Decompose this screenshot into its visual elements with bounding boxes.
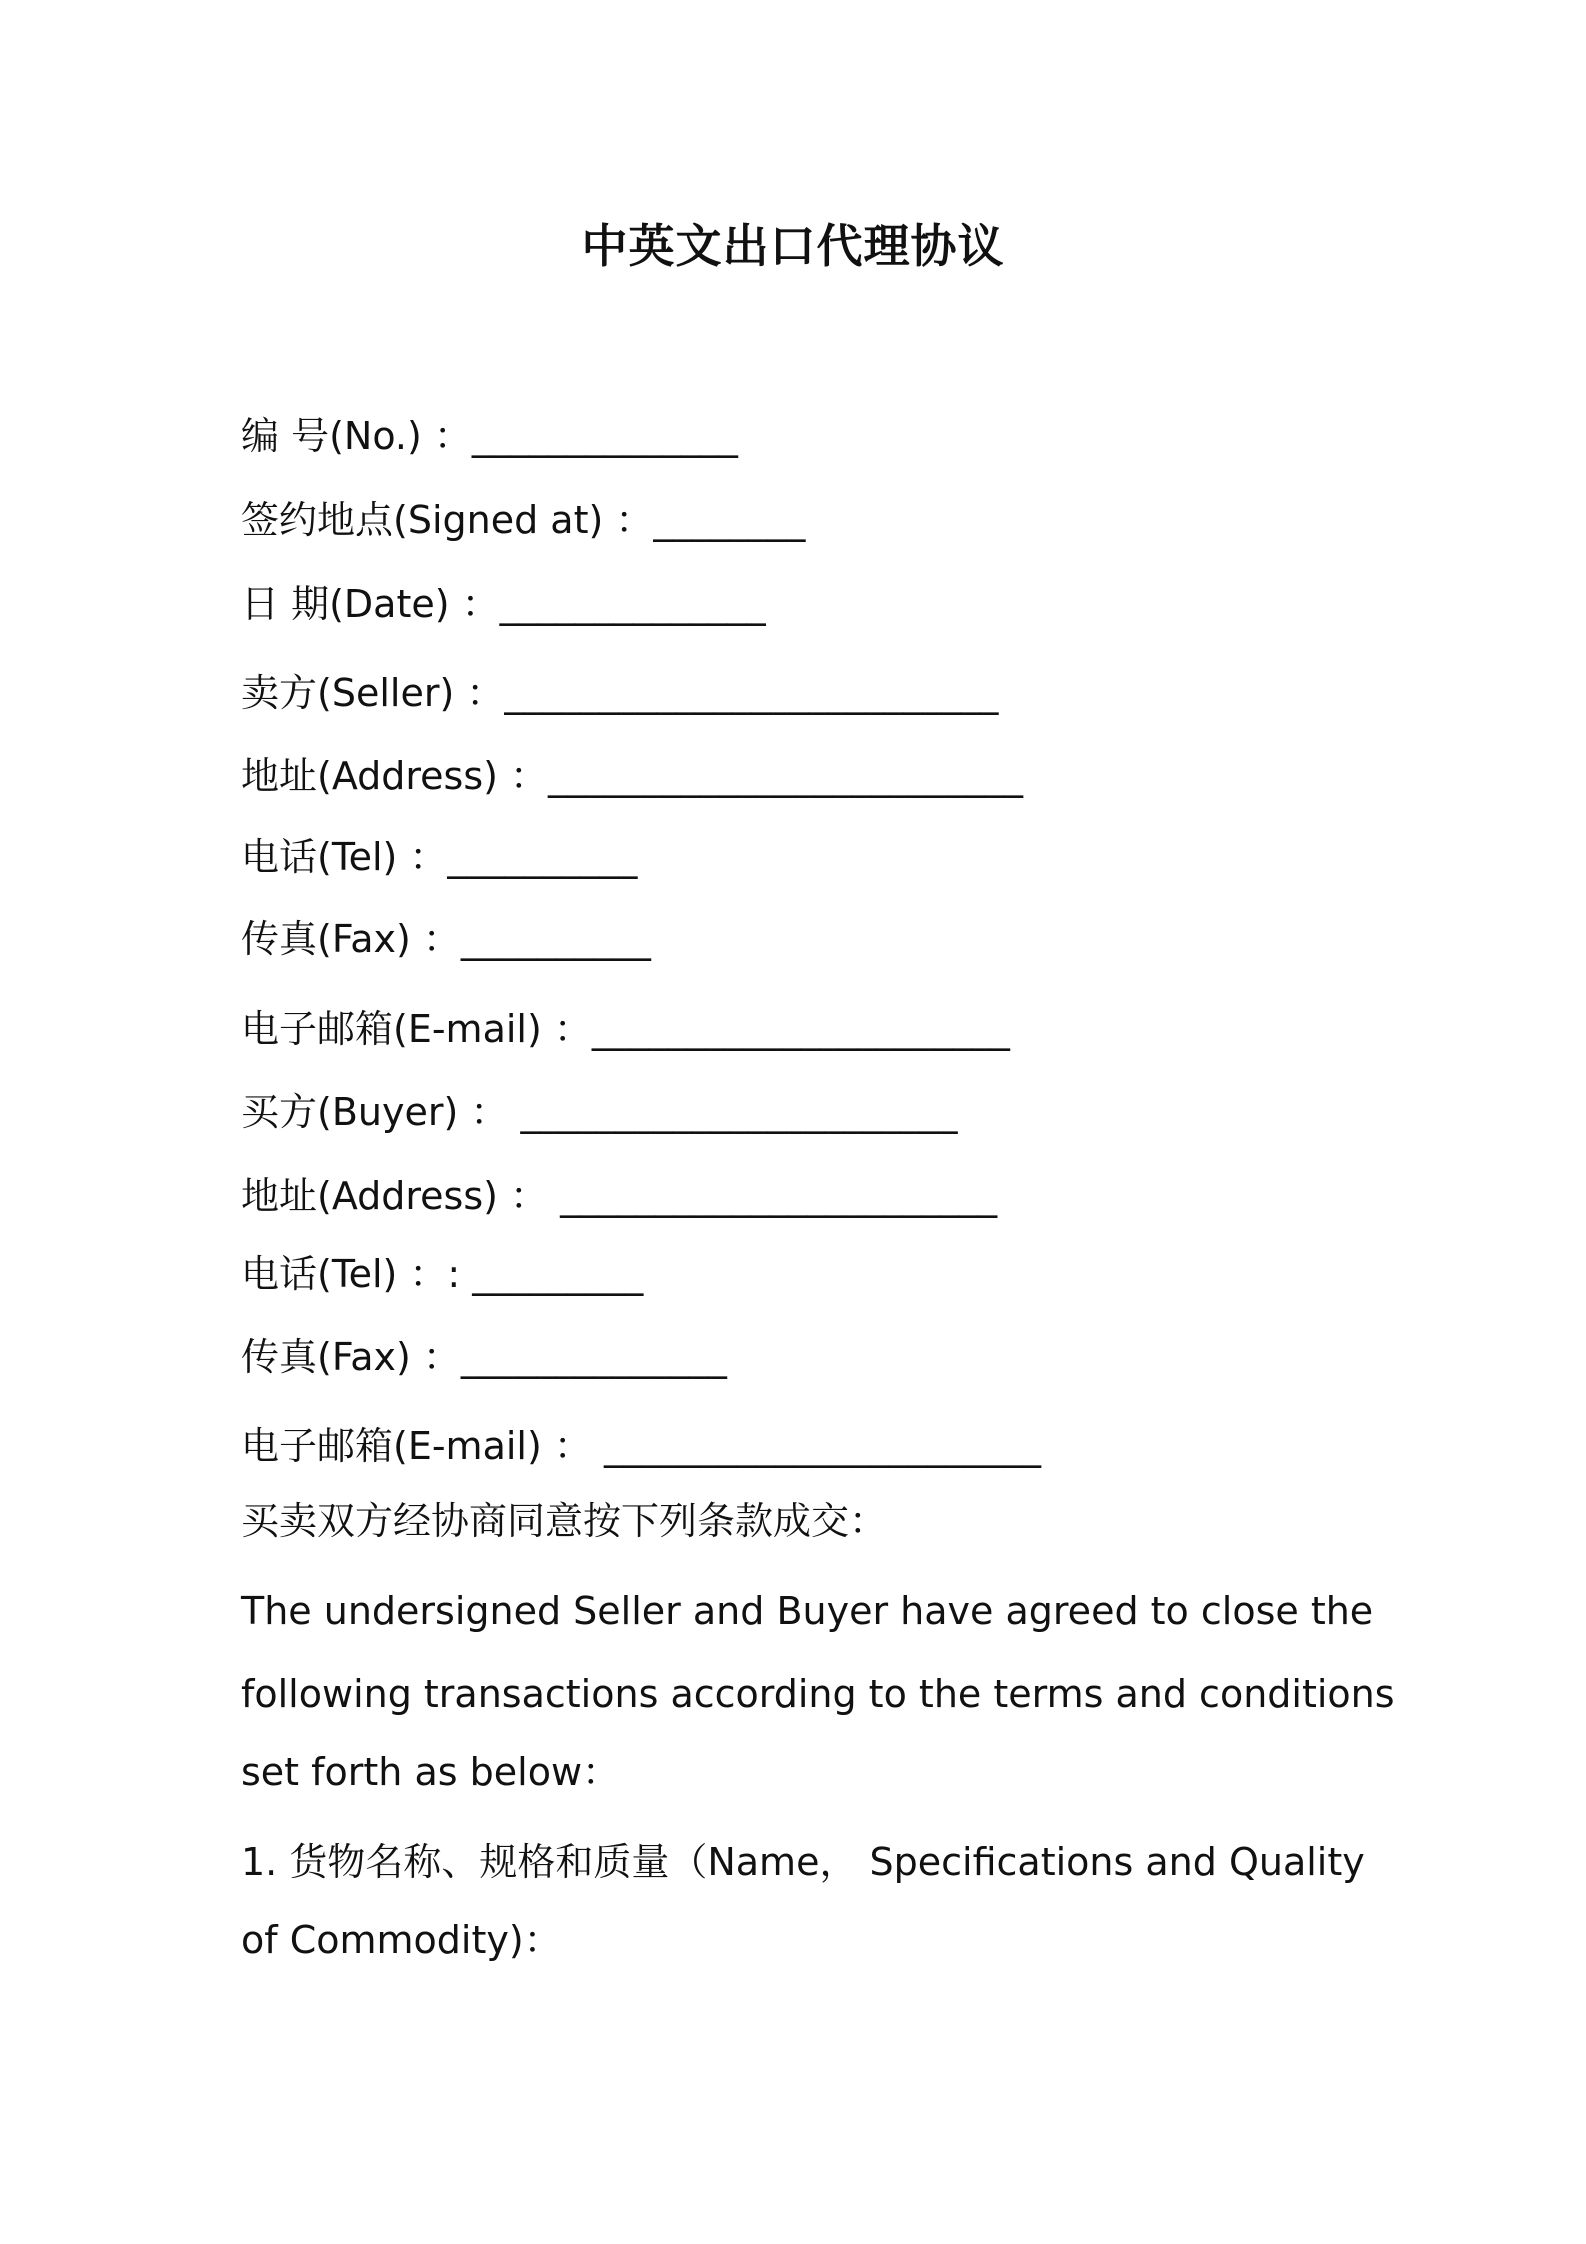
- field-seller: 卖方(Seller) ：__________________________: [241, 671, 999, 715]
- agreement-en-line-3: set forth as below：: [241, 1750, 621, 1794]
- document-title: 中英文出口代理协议: [581, 219, 1005, 273]
- field-buyer-tel: 电话(Tel) ：: _________: [241, 1252, 644, 1296]
- field-date: 日 期(Date) ：______________: [241, 582, 766, 626]
- agreement-en-line-1: The undersigned Seller and Buyer have agreed to close the: [241, 1589, 1374, 1633]
- field-buyer-fax: 传真(Fax) ：______________: [241, 1335, 727, 1379]
- field-seller-tel: 电话(Tel) ：__________: [241, 835, 638, 879]
- field-seller-address: 地址(Address) ：_________________________: [241, 754, 1024, 798]
- field-buyer-email: 电子邮箱(E-mail) ： _______________________: [241, 1424, 1041, 1468]
- field-signed-at: 签约地点(Signed at) ：________: [241, 498, 806, 542]
- field-buyer-address: 地址(Address) ： _______________________: [241, 1174, 998, 1218]
- clause-1-line-2: of Commodity)：: [241, 1918, 562, 1962]
- clause-1-line-1: 1. 货物名称、规格和质量（Name， Specifications and Quality: [241, 1840, 1365, 1884]
- field-buyer: 买方(Buyer) ： _______________________: [241, 1090, 958, 1134]
- field-seller-fax: 传真(Fax) ：__________: [241, 917, 651, 961]
- agreement-en-line-2: following transactions according to the terms and conditions: [241, 1672, 1395, 1716]
- agreement-cn: 买卖双方经协商同意按下列条款成交：: [241, 1499, 888, 1543]
- field-number: 编 号(No.) ：______________: [241, 414, 738, 458]
- field-seller-email: 电子邮箱(E-mail) ：______________________: [241, 1007, 1010, 1051]
